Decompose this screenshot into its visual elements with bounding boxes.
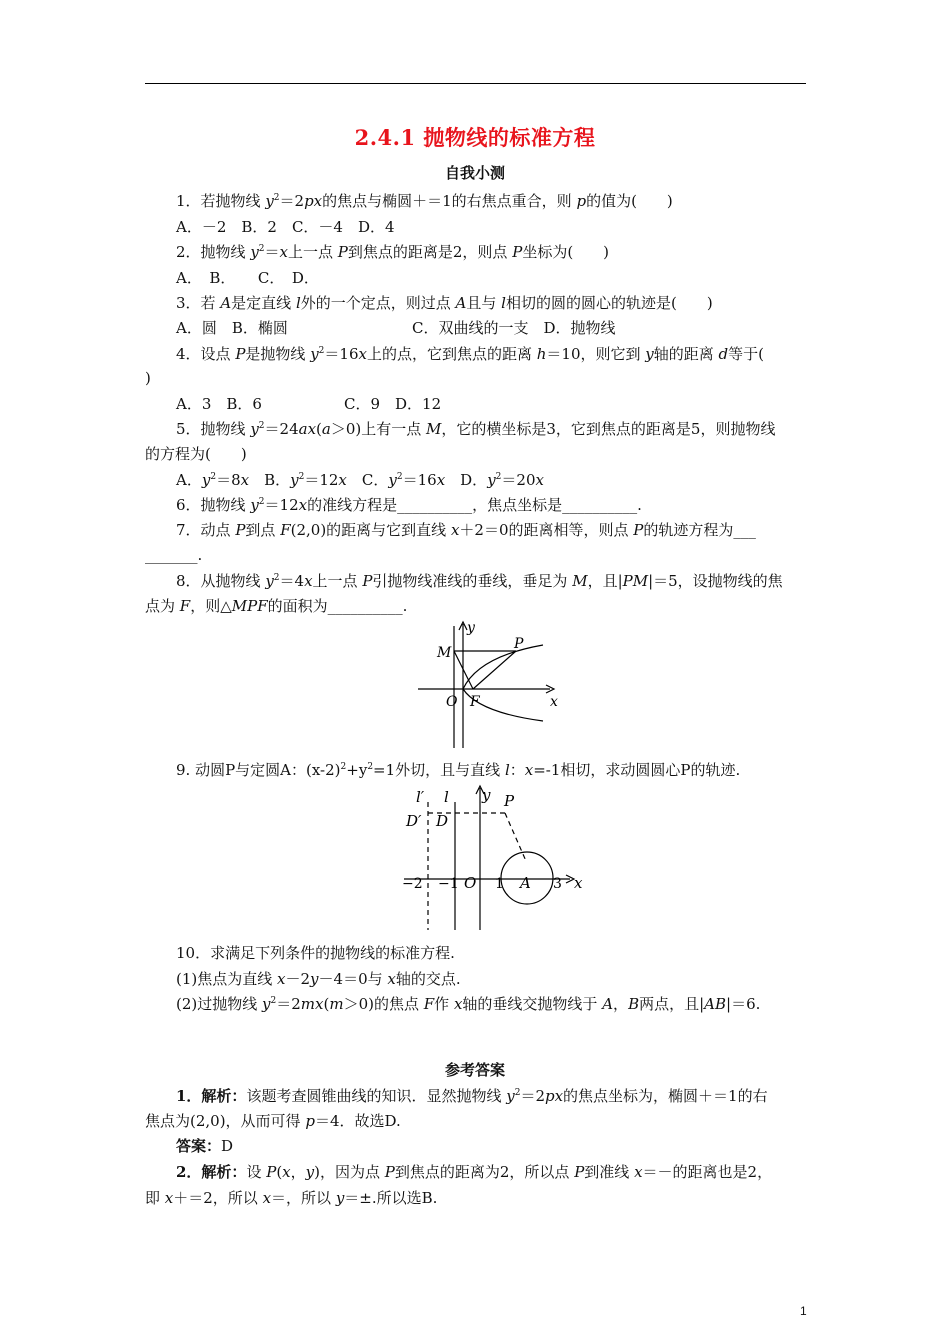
question-4-options-a: A．3 B．6	[176, 395, 262, 413]
question-10: 10．求满足下列条件的抛物线的标准方程.	[176, 944, 455, 962]
question-1-options: A．－2 B．2 C．－4 D．4	[176, 218, 395, 236]
fig1-label-x: x	[550, 694, 558, 710]
fig1-label-o: O	[446, 694, 458, 710]
section-heading: 自我小测	[444, 164, 505, 182]
answer-2-continued: 即 x＋＝2，所以 x＝，所以 y＝±.所以选B.	[145, 1189, 438, 1207]
page-title: 2.4.1 抛物线的标准方程	[354, 125, 596, 150]
fig2-tick-3: 3	[553, 876, 562, 892]
header-rule	[145, 83, 806, 84]
circle-figure	[398, 782, 588, 932]
fig1-label-m: M	[437, 645, 452, 661]
question-7-continued: _______.	[145, 546, 203, 564]
answer-1-continued: 焦点为(2,0)，从而可得 p＝4．故选D.	[145, 1112, 401, 1130]
fig2-label-p: P	[504, 792, 515, 810]
question-1: 1．若抛物线 $y^2=2px$的焦点与椭圆＋＝1的右焦点重合，则 p的值为( )	[176, 192, 673, 210]
fig2-label-d: D	[436, 812, 449, 830]
fig2-label-a: A	[520, 874, 531, 892]
question-4: 4．设点 P是抛物线 $y^2=16x$上的点，它到焦点的距离 h＝10，则它到 y轴的距离 d等于(	[176, 345, 765, 363]
parabola-figure	[418, 618, 566, 752]
question-8-continued: 点为 F，则△MPF的面积为__________.	[145, 597, 408, 615]
answers-heading: 参考答案	[444, 1061, 505, 1079]
question-10-part-1: (1)焦点为直线 x－2y－4＝0与 x轴的交点.	[176, 970, 461, 988]
question-7: 7．动点 P到点 F(2,0)的距离与它到直线 x＋2＝0的距离相等，则点 P的轨迹方程为___	[176, 521, 756, 539]
question-4-continued: )	[145, 369, 151, 387]
question-5: 5．抛物线 $y^2=24ax(a>0)$上有一点 M，它的横坐标是3，它到焦点的距离是5，则抛物线	[176, 420, 776, 438]
fig2-label-y: y	[482, 786, 491, 804]
fig1-label-f: F	[470, 694, 480, 710]
page-number: 1	[800, 1304, 807, 1318]
answer-2: 2．解析：设 P(x，y)，因为点 P到焦点的距离为2，所以点 P到准线 x＝－的距离也是2，	[176, 1163, 773, 1181]
fig2-label-l-prime: l′	[416, 788, 425, 806]
answer-1-result: 答案：D	[176, 1137, 234, 1155]
question-9: 9. 动圆P与定圆A：$(x-2)^2+y^2=1$外切，且与直线 l：x=-1相切，求动圆圆心P的轨迹.	[176, 761, 741, 779]
dashed-pa	[505, 813, 526, 861]
question-3-options-a: A．圆 B．椭圆	[176, 319, 288, 337]
question-2: 2．抛物线 $y^2=x$上一点 P到焦点的距离是2，则点 P坐标为( )	[176, 243, 610, 261]
fig2-tick-neg1: −1	[438, 876, 459, 892]
fig1-label-y: y	[467, 620, 475, 636]
question-3: 3．若 A是定直线 l外的一个定点，则过点 A且与 l相切的圆的圆心的轨迹是( )	[176, 294, 713, 312]
fig2-label-o: O	[464, 874, 477, 892]
question-5-continued: 的方程为( )	[145, 445, 247, 463]
fig1-label-p: P	[514, 636, 524, 652]
question-3-options-b: C．双曲线的一支 D．抛物线	[412, 319, 616, 337]
fig2-tick-1: 1	[495, 876, 504, 892]
segment-pf	[473, 651, 516, 689]
question-5-options: A．$y^2=8x$ B．$y^2=12x$ C．$y^2=16x$ D．$y^2=20x$	[176, 471, 544, 489]
question-10-part-2: (2)过抛物线 $y^2=2mx(m>0)$的焦点 F作 x轴的垂线交抛物线于 A，B两点，且|AB|＝6.	[176, 995, 761, 1013]
fig2-label-x: x	[574, 874, 583, 892]
question-6: 6．抛物线 $y^2=12x$的准线方程是__________，焦点坐标是__________.	[176, 496, 642, 514]
question-2-options: A． B． C． D．	[176, 269, 319, 287]
fig2-tick-neg2: −2	[402, 876, 423, 892]
fig2-label-l: l	[444, 788, 449, 806]
question-4-options-b: C．9 D．12	[344, 395, 442, 413]
question-8: 8．从抛物线 $y^2=4x$上一点 P引抛物线准线的垂线，垂足为 M，且|PM|＝5，设抛物线的焦	[176, 572, 783, 590]
fig2-label-d-prime: D′	[406, 812, 422, 830]
answer-1: 1．解析：该题考查圆锥曲线的知识．显然抛物线 $y^2=2px$的焦点坐标为，椭圆＋＝1的右	[176, 1087, 768, 1105]
